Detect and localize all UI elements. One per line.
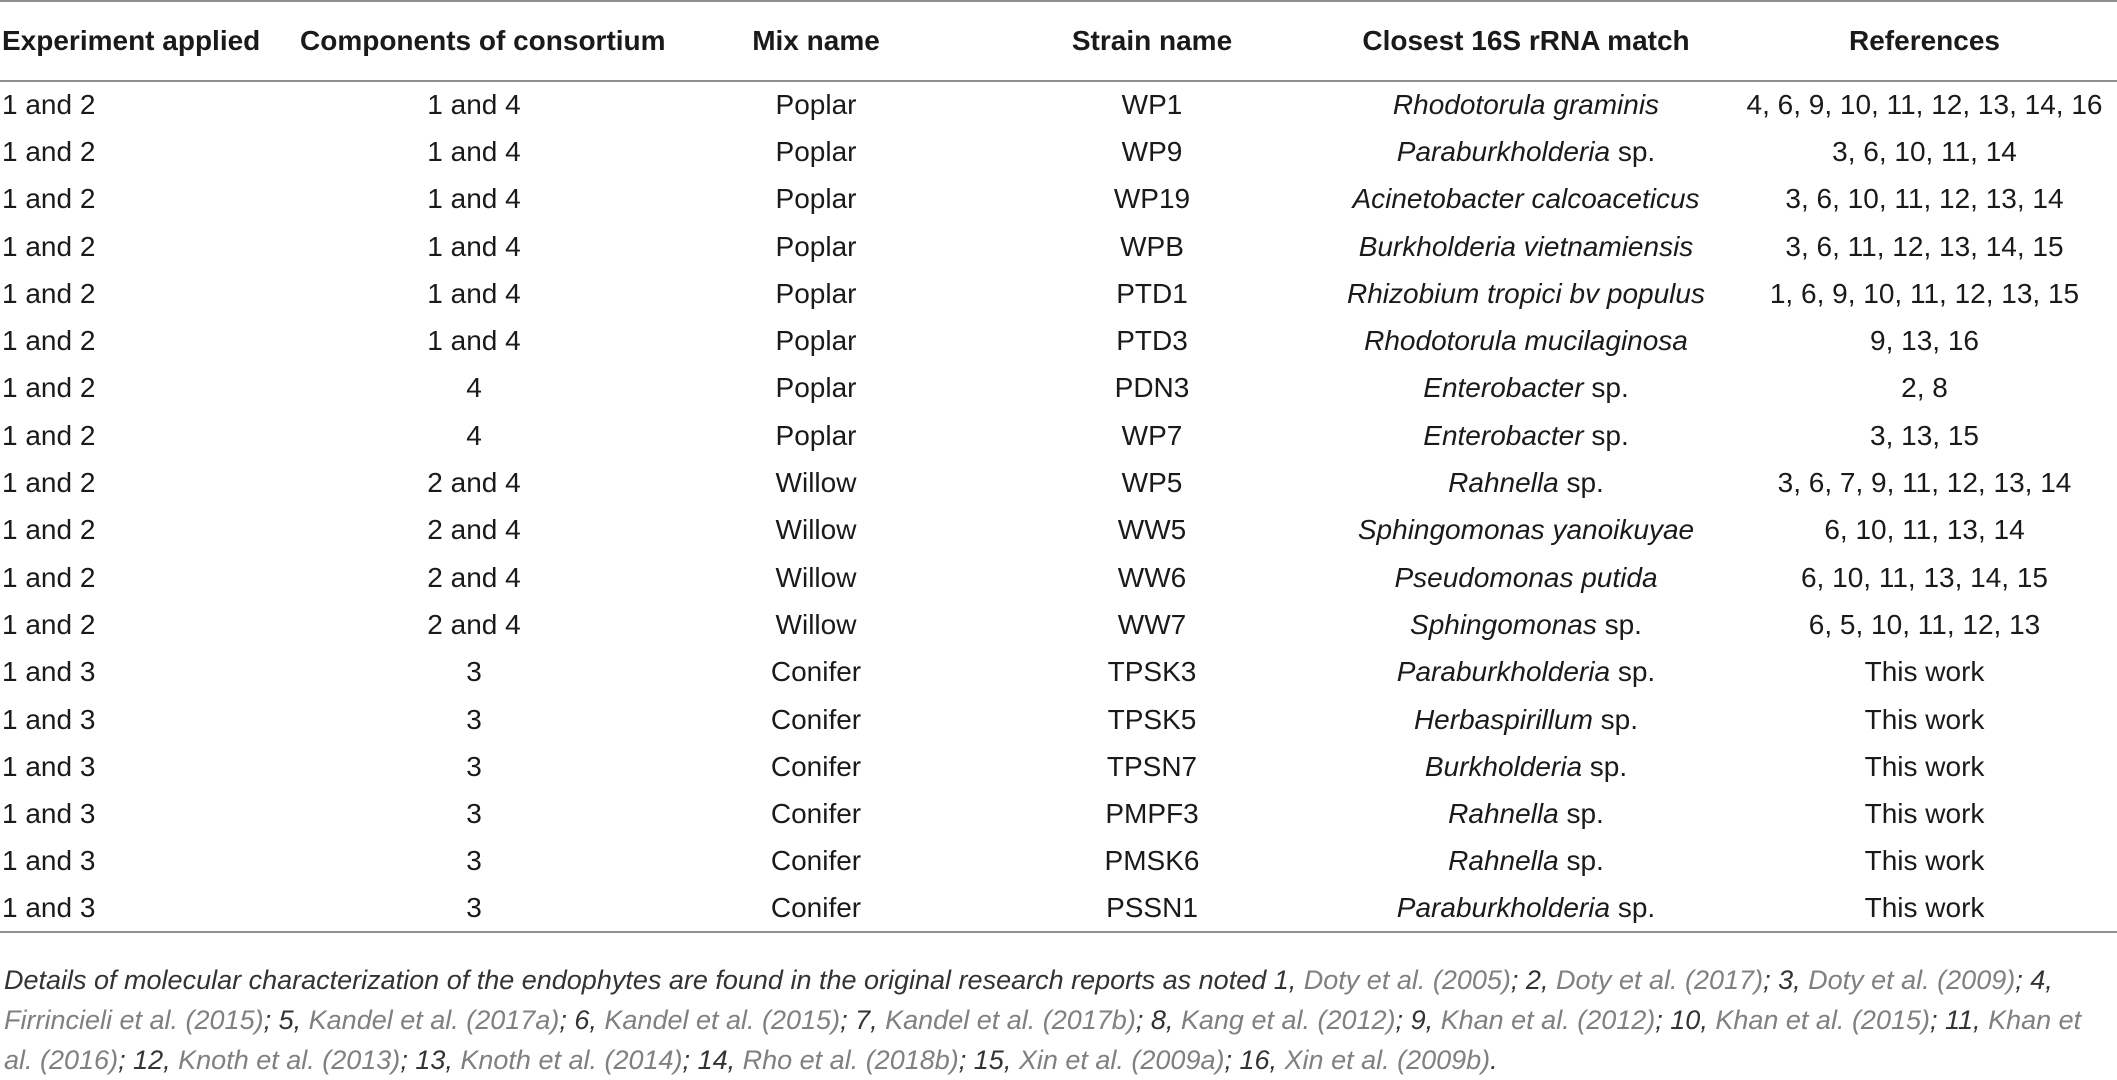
cell-experiment-applied: 1 and 3 — [2, 892, 96, 924]
cell-references: 4, 6, 9, 10, 11, 12, 13, 14, 16 — [1746, 89, 2103, 121]
cell-strain-name: PTD1 — [1116, 277, 1188, 309]
organism-suffix: sp. — [1558, 798, 1604, 830]
cell-references: 3, 6, 11, 12, 13, 14, 15 — [1785, 230, 2064, 262]
cell-mix-name: Poplar — [775, 419, 857, 451]
table-row — [0, 459, 2117, 506]
cell-mix-name: Conifer — [770, 798, 862, 830]
footnote-ref-number: 1 — [1273, 965, 1289, 995]
cell-references: 3, 6, 10, 11, 12, 13, 14 — [1785, 183, 2064, 215]
footnote-citation-link[interactable]: Khan et al. (2016) — [4, 1005, 2082, 1075]
organism-name: Burkholderia — [1424, 750, 1583, 782]
footnote-citation-link[interactable]: Doty et al. (2009) — [1808, 965, 2016, 995]
footnote-ref-number: 8 — [1150, 1005, 1166, 1035]
cell-experiment-applied: 1 and 2 — [2, 467, 96, 499]
cell-components-of-consortium: 1 and 4 — [427, 230, 521, 262]
cell-closest-16s-rrna-match — [1320, 507, 1732, 554]
cell-references: 9, 13, 16 — [1870, 325, 1979, 357]
footnote-ref-number: 3 — [1778, 965, 1794, 995]
cell-strain-name: TPSN7 — [1106, 750, 1198, 782]
cell-closest-16s-rrna-match — [1320, 459, 1732, 506]
footnote-citation-link[interactable]: Rho et al. (2018b) — [742, 1045, 959, 1075]
table-row — [0, 790, 2117, 837]
cell-references: This work — [1864, 656, 1985, 688]
table-row — [0, 885, 2117, 932]
cell-strain-name: PTD3 — [1116, 325, 1188, 357]
cell-experiment-applied: 1 and 3 — [2, 798, 96, 830]
table-row — [0, 554, 2117, 601]
cell-strain-name: WP19 — [1113, 183, 1191, 215]
cell-closest-16s-rrna-match — [1320, 176, 1732, 223]
table-row — [0, 365, 2117, 412]
cell-components-of-consortium: 3 — [466, 703, 482, 735]
cell-strain-name: WPB — [1120, 230, 1184, 262]
cell-mix-name: Poplar — [775, 135, 857, 167]
organism-name: Rahnella — [1448, 845, 1559, 877]
cell-mix-name: Conifer — [770, 750, 862, 782]
table-row — [0, 743, 2117, 790]
cell-references: This work — [1864, 845, 1985, 877]
cell-references: This work — [1864, 892, 1985, 924]
footnote-citation-link[interactable]: Khan et al. (2015) — [1715, 1005, 1930, 1035]
cell-closest-16s-rrna-match — [1320, 128, 1732, 175]
cell-experiment-applied: 1 and 2 — [2, 561, 96, 593]
cell-components-of-consortium: 2 and 4 — [427, 514, 521, 546]
cell-strain-name: WW5 — [1117, 514, 1187, 546]
cell-components-of-consortium: 4 — [466, 372, 482, 404]
footnote-ref-number: 9 — [1410, 1005, 1426, 1035]
footnote-citation-link[interactable]: Knoth et al. (2013) — [178, 1045, 401, 1075]
organism-name: Rhodotorula mucilaginosa — [1364, 325, 1688, 357]
organism-name: Rahnella — [1448, 798, 1559, 830]
header-strain-name: Strain name — [1071, 25, 1233, 56]
table-row — [0, 81, 2117, 128]
table-row — [0, 317, 2117, 364]
cell-mix-name: Poplar — [775, 230, 857, 262]
table-body — [0, 81, 2117, 932]
cell-experiment-applied: 1 and 2 — [2, 608, 96, 640]
organism-name: Pseudomonas putida — [1394, 561, 1658, 593]
cell-experiment-applied: 1 and 2 — [2, 372, 96, 404]
organism-name: Herbaspirillum — [1413, 703, 1593, 735]
organism-name: Rhodotorula graminis — [1392, 89, 1660, 121]
cell-closest-16s-rrna-match — [1320, 838, 1732, 885]
cell-strain-name: TPSK5 — [1107, 703, 1197, 735]
cell-experiment-applied: 1 and 2 — [2, 89, 96, 121]
cell-closest-16s-rrna-match — [1320, 412, 1732, 459]
header-mix-name: Mix name — [752, 25, 880, 56]
organism-suffix: sp. — [1583, 419, 1629, 451]
organism-suffix: sp. — [1596, 608, 1642, 640]
cell-experiment-applied: 1 and 3 — [2, 750, 96, 782]
header-experiment-applied: Experiment applied — [2, 25, 261, 56]
cell-strain-name: PSSN1 — [1106, 892, 1198, 924]
cell-references: This work — [1864, 798, 1985, 830]
cell-components-of-consortium: 1 and 4 — [427, 325, 521, 357]
cell-strain-name: PDN3 — [1114, 372, 1190, 404]
footnote-ref-number: 7 — [855, 1005, 871, 1035]
footnote-citation-link[interactable]: Doty et al. (2005) — [1303, 965, 1511, 995]
table-row — [0, 838, 2117, 885]
cell-components-of-consortium: 3 — [466, 892, 482, 924]
cell-references: 2, 8 — [1901, 372, 1948, 404]
cell-experiment-applied: 1 and 2 — [2, 419, 96, 451]
footnote-citation-link[interactable]: Firrincieli et al. (2015) — [4, 1005, 264, 1035]
cell-components-of-consortium: 1 and 4 — [427, 135, 521, 167]
footnote-citation-link[interactable]: Xin et al. (2009a) — [1018, 1045, 1225, 1075]
cell-references: This work — [1864, 703, 1985, 735]
header-row — [0, 1, 2117, 81]
cell-strain-name: WW7 — [1117, 608, 1187, 640]
organism-name: Paraburkholderia — [1396, 656, 1611, 688]
table-row — [0, 176, 2117, 223]
footnote-ref-number: 2 — [1525, 965, 1541, 995]
footnote-ref-number: 11 — [1945, 1005, 1974, 1035]
organism-suffix: sp. — [1558, 845, 1604, 877]
cell-experiment-applied: 1 and 2 — [2, 183, 96, 215]
organism-name: Enterobacter — [1423, 372, 1584, 404]
cell-closest-16s-rrna-match — [1320, 317, 1732, 364]
cell-references: 6, 10, 11, 13, 14 — [1824, 514, 2025, 546]
cell-strain-name: WP7 — [1121, 419, 1183, 451]
cell-mix-name: Conifer — [770, 703, 862, 735]
cell-components-of-consortium: 3 — [466, 845, 482, 877]
cell-experiment-applied: 1 and 2 — [2, 325, 96, 357]
organism-name: Enterobacter — [1423, 419, 1584, 451]
cell-mix-name: Poplar — [775, 372, 857, 404]
cell-mix-name: Conifer — [770, 892, 862, 924]
cell-strain-name: TPSK3 — [1107, 656, 1197, 688]
cell-references: 3, 6, 7, 9, 11, 12, 13, 14 — [1777, 467, 2072, 499]
cell-closest-16s-rrna-match — [1320, 743, 1732, 790]
table-row — [0, 601, 2117, 648]
cell-mix-name: Conifer — [770, 656, 862, 688]
cell-closest-16s-rrna-match — [1320, 790, 1732, 837]
footnote-ref-number: 13 — [415, 1045, 446, 1075]
cell-strain-name: PMSK6 — [1104, 845, 1200, 877]
table-row — [0, 649, 2117, 696]
cell-mix-name: Willow — [775, 608, 857, 640]
cell-closest-16s-rrna-match — [1320, 365, 1732, 412]
organism-name: Acinetobacter calcoaceticus — [1352, 183, 1700, 215]
footnote-ref-number: 10 — [1670, 1005, 1701, 1035]
header-components-of-consortium: Components of consortium — [300, 25, 666, 56]
organism-name: Rhizobium tropici bv populus — [1347, 277, 1705, 309]
cell-components-of-consortium: 4 — [466, 419, 482, 451]
cell-references: 3, 13, 15 — [1870, 419, 1979, 451]
organism-name: Paraburkholderia — [1396, 135, 1611, 167]
organism-suffix: sp. — [1592, 703, 1639, 735]
footnote-ref-number: 6 — [574, 1005, 590, 1035]
footnote-citation-link[interactable]: Kandel et al. (2017b) — [885, 1005, 1136, 1035]
cell-closest-16s-rrna-match — [1320, 270, 1732, 317]
cell-mix-name: Poplar — [775, 325, 857, 357]
table-row — [0, 270, 2117, 317]
cell-strain-name: PMPF3 — [1105, 798, 1199, 830]
header-closest-16s-rrna-match: Closest 16S rRNA match — [1362, 25, 1690, 56]
footnote-citation-link[interactable]: Doty et al. (2017) — [1555, 965, 1764, 995]
cell-closest-16s-rrna-match — [1320, 554, 1732, 601]
footnote-intro: Details of molecular characterization of the endophytes are found in the original research reports as noted — [4, 965, 1274, 995]
cell-components-of-consortium: 1 and 4 — [427, 89, 521, 121]
organism-name: Burkholderia vietnamiensis — [1358, 230, 1694, 262]
footnote-ref-number: 16 — [1239, 1045, 1270, 1075]
footnote-citation-link[interactable]: Knoth et al. (2014) — [460, 1045, 683, 1075]
footnote-citation-link[interactable]: Kandel et al. (2015) — [604, 1005, 841, 1035]
cell-closest-16s-rrna-match — [1320, 223, 1732, 270]
cell-references: This work — [1864, 750, 1985, 782]
table-footnote: Details of molecular characterization of the endophytes are found in the original research reports as noted 1, Doty et al. (2005); 2, Doty et al. (2017); 3, Doty et al. (2009); 4, Firrincieli et al. (2015); 5, Kandel et al. (2017a); 6, Kandel et al. (2015); 7, Kandel et al. (2017b); 8, Kang et al. (2012); 9, Khan et al. (2012); 10, Khan et al. (2015); 11, Khan et al. (2016); 12, Knoth et al. (2013); 13, Knoth et al. (2014); 14, Rho et al. (2018b); 15, Xin et al. (2009a); 16, Xin et al. (2009b). — [4, 965, 2082, 1075]
cell-mix-name: Willow — [775, 514, 857, 546]
cell-components-of-consortium: 3 — [466, 798, 482, 830]
cell-strain-name: WP9 — [1121, 135, 1183, 167]
cell-components-of-consortium: 2 and 4 — [427, 467, 521, 499]
organism-suffix: sp. — [1558, 467, 1604, 499]
cell-mix-name: Poplar — [775, 89, 857, 121]
footnote-ref-number: 14 — [697, 1045, 728, 1075]
cell-closest-16s-rrna-match — [1320, 601, 1732, 648]
cell-closest-16s-rrna-match — [1320, 81, 1732, 128]
table-row — [0, 696, 2117, 743]
cell-mix-name: Poplar — [775, 277, 857, 309]
organism-suffix: sp. — [1610, 892, 1656, 924]
table-row — [0, 412, 2117, 459]
cell-strain-name: WP5 — [1121, 467, 1183, 499]
cell-references: 6, 10, 11, 13, 14, 15 — [1800, 561, 2048, 593]
header-references: References — [1849, 25, 2000, 56]
cell-closest-16s-rrna-match — [1320, 649, 1732, 696]
table-row — [0, 223, 2117, 270]
cell-components-of-consortium: 3 — [466, 750, 482, 782]
cell-strain-name: WP1 — [1121, 89, 1183, 121]
organism-name: Paraburkholderia — [1396, 892, 1611, 924]
organism-name: Rahnella — [1448, 467, 1559, 499]
cell-references: 1, 6, 9, 10, 11, 12, 13, 15 — [1769, 277, 2080, 309]
footnote-citation-link[interactable]: Kandel et al. (2017a) — [308, 1005, 560, 1035]
footnote-citation-link[interactable]: Khan et al. (2012) — [1440, 1005, 1656, 1035]
footnote-citation-link[interactable]: Xin et al. (2009b) — [1284, 1045, 1491, 1075]
cell-mix-name: Willow — [775, 561, 857, 593]
table-header — [0, 1, 2117, 81]
cell-experiment-applied: 1 and 2 — [2, 514, 96, 546]
organism-suffix: sp. — [1582, 750, 1628, 782]
cell-strain-name: WW6 — [1117, 561, 1187, 593]
organism-suffix: sp. — [1583, 372, 1629, 404]
cell-experiment-applied: 1 and 3 — [2, 845, 96, 877]
cell-references: 3, 6, 10, 11, 14 — [1832, 135, 2017, 167]
organism-name: Sphingomonas — [1410, 608, 1597, 640]
cell-experiment-applied: 1 and 3 — [2, 656, 96, 688]
footnote-ref-number: 5 — [278, 1005, 294, 1035]
cell-mix-name: Willow — [775, 467, 857, 499]
table-row — [0, 128, 2117, 175]
cell-closest-16s-rrna-match — [1320, 696, 1732, 743]
cell-closest-16s-rrna-match — [1320, 885, 1732, 932]
cell-components-of-consortium: 2 and 4 — [427, 608, 521, 640]
cell-experiment-applied: 1 and 2 — [2, 277, 96, 309]
footnote-ref-number: 15 — [973, 1045, 1004, 1075]
cell-experiment-applied: 1 and 3 — [2, 703, 96, 735]
footnote-ref-number: 12 — [133, 1045, 164, 1075]
cell-components-of-consortium: 1 and 4 — [427, 277, 521, 309]
table-row — [0, 507, 2117, 554]
organism-suffix: sp. — [1610, 656, 1656, 688]
cell-mix-name: Poplar — [775, 183, 857, 215]
cell-components-of-consortium: 1 and 4 — [427, 183, 521, 215]
cell-references: 6, 5, 10, 11, 12, 13 — [1808, 608, 2041, 640]
organism-name: Sphingomonas yanoikuyae — [1357, 514, 1695, 546]
footnote-citation-link[interactable]: Kang et al. (2012) — [1180, 1005, 1396, 1035]
organism-suffix: sp. — [1610, 135, 1656, 167]
footnote-ref-number: 4 — [2030, 965, 2046, 995]
cell-experiment-applied: 1 and 2 — [2, 230, 96, 262]
cell-components-of-consortium: 3 — [466, 656, 482, 688]
cell-mix-name: Conifer — [770, 845, 862, 877]
cell-experiment-applied: 1 and 2 — [2, 135, 96, 167]
cell-components-of-consortium: 2 and 4 — [427, 561, 521, 593]
